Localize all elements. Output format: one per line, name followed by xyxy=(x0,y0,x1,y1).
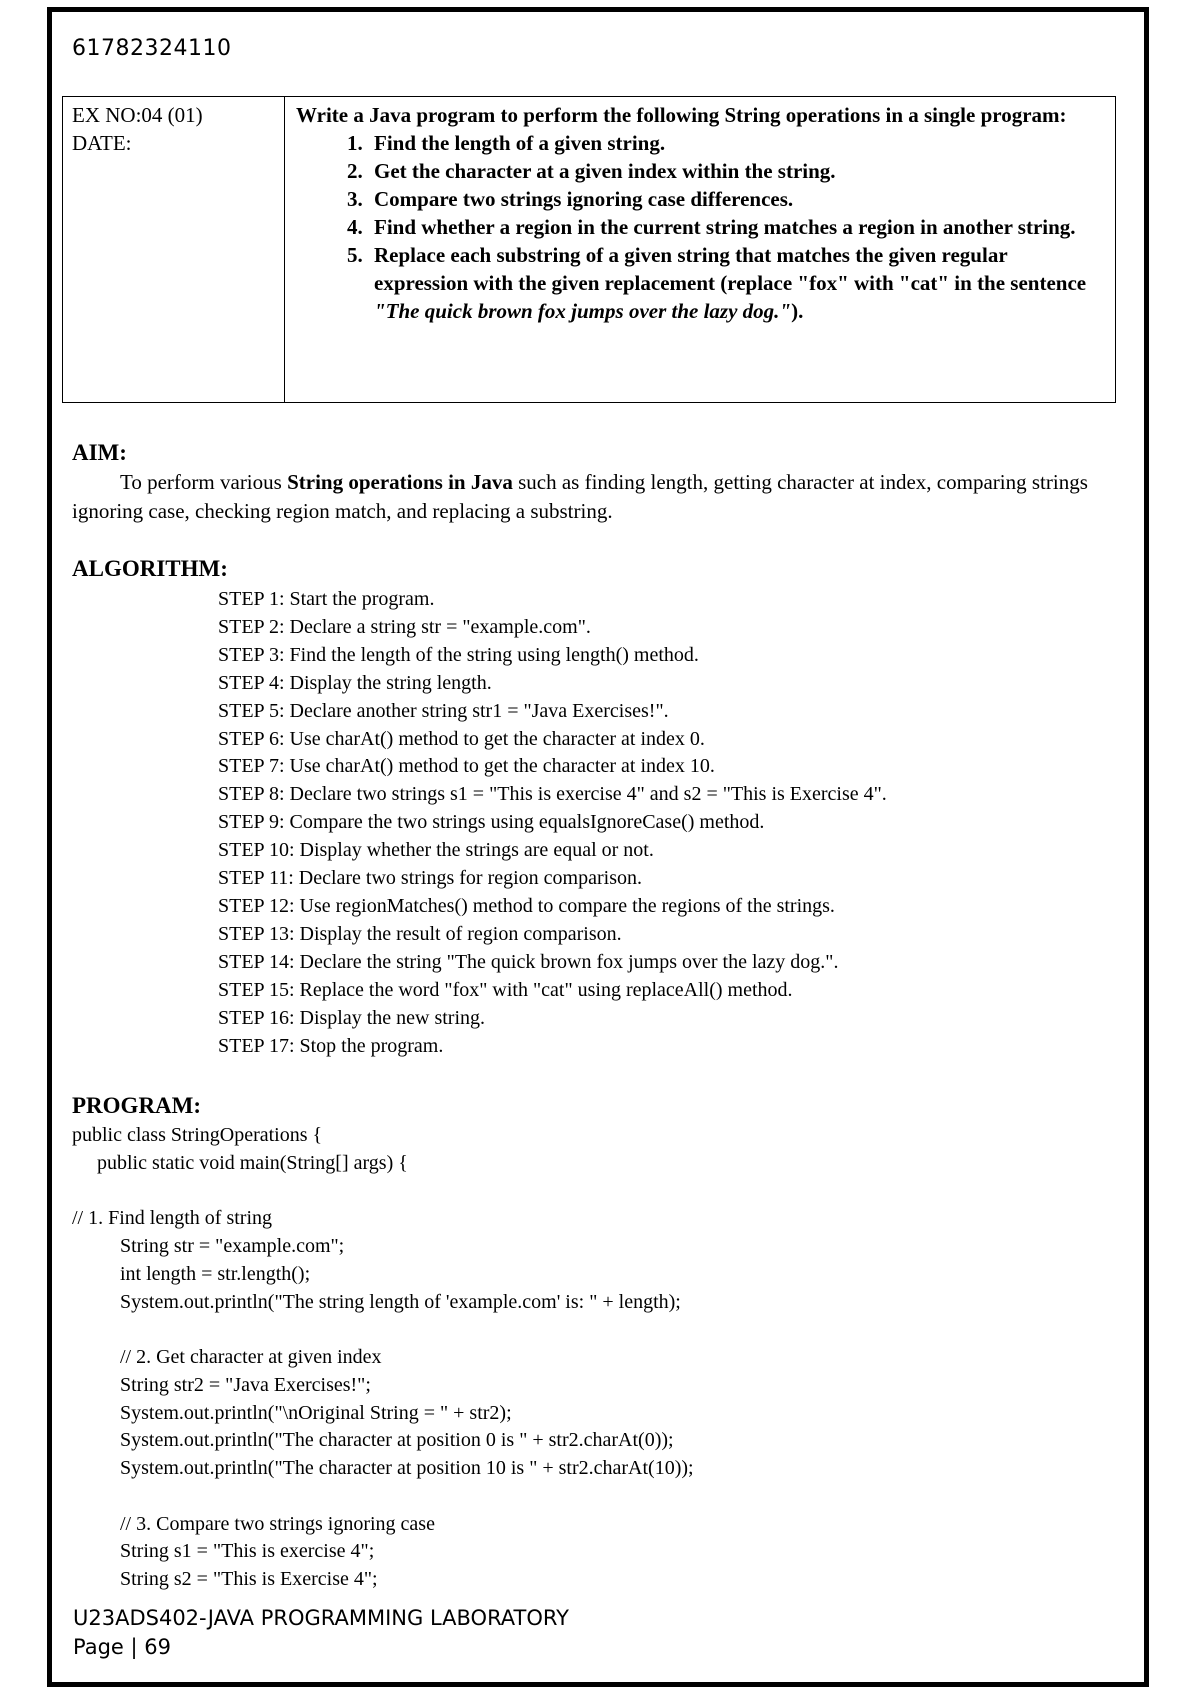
aim-heading: AIM: xyxy=(72,440,127,465)
code-line: String s2 = "This is Exercise 4"; xyxy=(120,1568,378,1590)
task-5-text: Replace each substring of a given string that matches the given regular expression with the given replacement (replace "fox" with "cat" in the sentence xyxy=(374,243,1087,295)
algorithm-step: STEP 7: Use charAt() method to get the character at index 10. xyxy=(218,755,715,778)
task-5-sentence: "The quick brown fox jumps over the lazy dog." xyxy=(374,299,792,323)
code-line: System.out.println("The character at position 0 is " + str2.charAt(0)); xyxy=(120,1429,674,1452)
algorithm-steps xyxy=(218,586,887,1060)
code-line: public class StringOperations { xyxy=(72,1124,323,1146)
algorithm-step: STEP 13: Display the result of region comparison. xyxy=(218,922,622,945)
algorithm-step: STEP 10: Display whether the strings are equal or not. xyxy=(218,839,654,862)
aim-body xyxy=(72,468,1102,526)
register-number: 61782324110 xyxy=(72,36,232,61)
task-item: 3. Compare two strings ignoring case differences. xyxy=(368,185,1097,213)
code-line: System.out.println("The string length of 'example.com' is: " + length); xyxy=(120,1290,681,1313)
algorithm-step: STEP 14: Declare the string "The quick brown fox jumps over the lazy dog.". xyxy=(218,950,839,973)
task-5-end: ). xyxy=(791,299,804,323)
algorithm-step: STEP 12: Use regionMatches() method to compare the regions of the strings. xyxy=(218,894,835,917)
algorithm-step: STEP 2: Declare a string str = "example.com". xyxy=(218,615,591,638)
code-line: // 3. Compare two strings ignoring case xyxy=(120,1512,435,1535)
task-intro: Write a Java program to perform the following String operations in a single program: xyxy=(296,103,1067,127)
algorithm-step: STEP 6: Use charAt() method to get the character at index 0. xyxy=(218,727,705,750)
code-line xyxy=(72,1316,694,1344)
footer-page-number: Page | 69 xyxy=(73,1635,171,1659)
task-item: 4. Find whether a region in the current string matches a region in another string. xyxy=(368,213,1097,241)
task-list xyxy=(296,129,1097,325)
task-item: 1. Find the length of a given string. xyxy=(368,129,1097,157)
algorithm-step: STEP 5: Declare another string str1 = "Java Exercises!". xyxy=(218,699,669,722)
task-item: 2. Get the character at a given index within the string. xyxy=(368,157,1097,185)
algorithm-step: STEP 17: Stop the program. xyxy=(218,1034,444,1057)
exercise-task-cell xyxy=(285,97,1116,403)
code-line: System.out.println("The character at position 10 is " + str2.charAt(10)); xyxy=(120,1457,694,1479)
exercise-table xyxy=(62,96,1116,403)
code-line xyxy=(72,1483,694,1511)
algorithm-step: STEP 11: Declare two strings for region comparison. xyxy=(218,867,642,890)
aim-text-bold: String operations in Java xyxy=(287,470,513,494)
code-line: System.out.println("\nOriginal String = " + str2); xyxy=(120,1401,512,1424)
code-line: String s1 = "This is exercise 4"; xyxy=(120,1540,375,1563)
algorithm-step: STEP 8: Declare two strings s1 = "This is exercise 4" and s2 = "This is Exercise 4". xyxy=(218,783,887,806)
program-heading: PROGRAM: xyxy=(72,1093,202,1118)
footer-course-code: U23ADS402-JAVA PROGRAMMING LABORATORY xyxy=(73,1606,569,1630)
code-line: public static void main(String[] args) { xyxy=(97,1151,408,1174)
algorithm-heading: ALGORITHM: xyxy=(72,556,228,581)
algorithm-step: STEP 3: Find the length of the string using length() method. xyxy=(218,643,699,666)
exercise-number: EX NO:04 (01) xyxy=(72,103,203,127)
code-line: // 2. Get character at given index xyxy=(120,1346,382,1368)
algorithm-step: STEP 9: Compare the two strings using equalsIgnoreCase() method. xyxy=(218,811,765,834)
code-line: String str = "example.com"; xyxy=(120,1235,345,1257)
date-label: DATE: xyxy=(72,131,132,155)
code-line xyxy=(72,1178,694,1206)
exercise-info-cell xyxy=(63,97,285,403)
program-code xyxy=(72,1122,694,1594)
algorithm-step: STEP 16: Display the new string. xyxy=(218,1006,486,1029)
code-line: int length = str.length(); xyxy=(120,1262,311,1285)
code-line: // 1. Find length of string xyxy=(72,1207,272,1230)
task-item-5 xyxy=(368,241,1097,325)
algorithm-step: STEP 1: Start the program. xyxy=(218,588,435,610)
aim-text-pre: To perform various xyxy=(120,470,288,494)
algorithm-step: STEP 4: Display the string length. xyxy=(218,671,492,694)
aim-text-post: such as finding length, getting character at index, comparing strings ignoring case, checking region match, and replacing a substring. xyxy=(72,470,1088,523)
code-line: String str2 = "Java Exercises!"; xyxy=(120,1373,371,1396)
algorithm-step: STEP 15: Replace the word "fox" with "cat" using replaceAll() method. xyxy=(218,978,793,1001)
